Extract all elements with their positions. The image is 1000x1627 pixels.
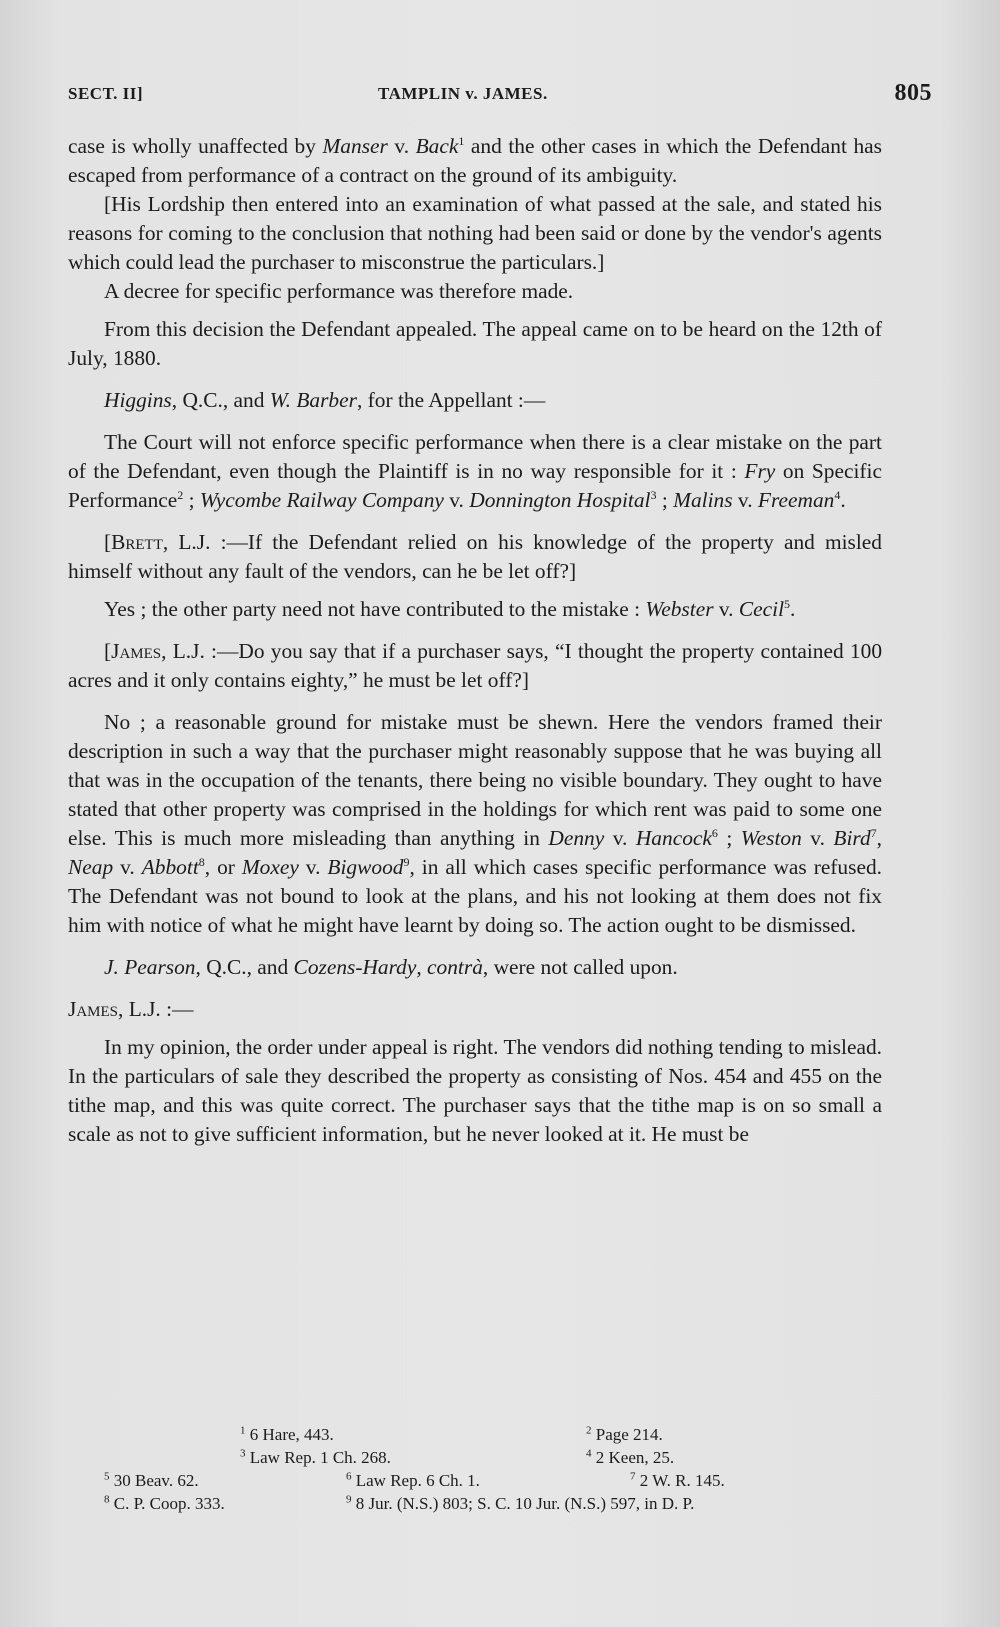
footnote-2: $^2$ Page 214. [586, 1424, 663, 1444]
counsel-appellant: Higgins, Q.C., and W. Barber, for the Appellant :— [104, 388, 546, 412]
footnote-ref: 9 [403, 854, 410, 869]
footnote-1: $^1$ 6 Hare, 443. [240, 1424, 334, 1444]
paragraph-4: From this decision the Defendant appealed. The appeal came on to be heard on the 12th of July, 1880. [68, 317, 882, 370]
judgment-heading: James, L.J. :— [68, 997, 194, 1021]
footnote-row [104, 1469, 884, 1492]
case-citation: Cecil [738, 597, 785, 621]
contra-term: contrà [427, 955, 483, 979]
footnote-4: $^4$ 2 Keen, 25. [586, 1447, 675, 1467]
footnote-5: $^5$ 30 Beav. 62. [104, 1470, 199, 1490]
counsel-name: W. Barber [269, 388, 357, 412]
case-citation: Bird [833, 826, 871, 850]
paragraph-6: The Court will not enforce specific performance when there is a clear mistake on the part of the Defendant, even though the Plaintiff is in no way responsible for it : Fry on Specific Performance$^2$ ; Wycombe Railway Company v. Donnington Hospital$^3$ ; Malins v. Freeman$^4$. [68, 430, 882, 512]
case-citation: Malins [673, 488, 733, 512]
case-citation: Freeman [757, 488, 835, 512]
judge-name: James, L.J. [111, 639, 205, 663]
judge-name: James, L.J. [68, 997, 161, 1021]
case-citation: Bigwood [327, 855, 404, 879]
footnote-row [104, 1423, 884, 1446]
footnote-ref: 7 [870, 825, 877, 840]
page-number: 805 [894, 80, 932, 106]
case-citation: Wycombe Railway Company [199, 488, 444, 512]
case-citation: Webster [645, 597, 714, 621]
footnote-ref: 4 [834, 487, 841, 502]
counsel-respondent: J. Pearson, Q.C., and Cozens-Hardy, contrà, were not called upon. [104, 955, 678, 979]
footnote-ref: 6 [711, 825, 718, 840]
footnote-9: $^9$ 8 Jur. (N.S.) 803; S. C. 10 Jur. (N.S.) 597, in D. P. [346, 1493, 695, 1513]
case-citation: Manser [322, 134, 388, 158]
footnote-ref: 1 [458, 133, 465, 148]
paragraph-3: A decree for specific performance was therefore made. [104, 279, 574, 303]
counsel-name: Higgins [104, 388, 172, 412]
footnote-ref: 5 [784, 596, 791, 611]
paragraph-2: [His Lordship then entered into an examination of what passed at the sale, and stated his reasons for coming to the conclusion that nothing had been said or done by the vendor's agents which could lead the purchaser to misconstrue the particulars.] [68, 192, 882, 274]
footnote-ref: 3 [650, 487, 657, 502]
footnote-row [104, 1492, 884, 1515]
case-citation: Abbott [141, 855, 199, 879]
case-citation: Back [415, 134, 459, 158]
footnote-3: $^3$ Law Rep. 1 Ch. 268. [240, 1447, 391, 1467]
footnote-ref: 8 [198, 854, 205, 869]
running-header [68, 80, 932, 110]
author-citation: Fry [744, 459, 776, 483]
case-citation: Moxey [241, 855, 299, 879]
paragraph-8: Yes ; the other party need not have contributed to the mistake : Webster v. Cecil$^5$. [104, 596, 796, 621]
judge-name: Brett, L.J. [111, 530, 211, 554]
counsel-name: Cozens-Hardy [293, 955, 417, 979]
paragraph-1: case is wholly unaffected by Manser v. Back$^1$ and the other cases in which the Defendant has escaped from performance of a contract on the ground of its ambiguity. [68, 133, 882, 187]
case-citation: Donnington Hospital [469, 488, 651, 512]
case-citation: Neap [68, 855, 114, 879]
case-citation: Denny [548, 826, 605, 850]
case-citation: Weston [740, 826, 802, 850]
body-text [68, 132, 882, 1149]
footnote-6: $^6$ Law Rep. 6 Ch. 1. [346, 1470, 480, 1490]
footnote-7: $^7$ 2 W. R. 145. [630, 1470, 725, 1490]
footnotes [104, 1423, 884, 1515]
section-label: SECT. II] [68, 84, 144, 103]
case-title: TAMPLIN v. JAMES. [378, 84, 548, 103]
paragraph-9: [James, L.J. :—Do you say that if a purchaser says, “I thought the property contained 100 acres and it only contains eighty,” he must be let off?] [68, 639, 883, 692]
paragraph-7: [Brett, L.J. :—If the Defendant relied on his knowledge of the property and misled himself without any fault of the vendors, can he be let off?] [68, 530, 882, 583]
paragraph-10: No ; a reasonable ground for mistake must be shewn. Here the vendors framed their description in such a way that the purchaser might reasonably suppose that he was buying all that was in the occupation of the tenants, there being no visible boundary. They ought to have stated that other property was comprised in the holdings for which rent was paid to some one else. This is much more misleading than anything in Denny v. Hancock$^6$ ; Weston v. Bird$^7$, Neap v. Abbott$^8$, or Moxey v. Bigwood$^9$, in all which cases specific performance was refused. The Defendant was not bound to look at the plans, and his not looking at them does not fix him with notice of what he might have learnt by doing so. The action ought to be dismissed. [68, 710, 883, 937]
case-citation: Hancock [635, 826, 712, 850]
footnote-ref: 2 [177, 487, 184, 502]
footnote-row [104, 1446, 884, 1469]
counsel-name: J. Pearson [104, 955, 196, 979]
footnote-8: $^8$ C. P. Coop. 333. [104, 1493, 225, 1513]
paragraph-13: In my opinion, the order under appeal is right. The vendors did nothing tending to mislead. In the particulars of sale they described the property as consisting of Nos. 454 and 455 on the tithe map, and this was quite correct. The purchaser says that the tithe map is on so small a scale as not to give sufficient information, but he never looked at it. He must be [68, 1035, 882, 1146]
